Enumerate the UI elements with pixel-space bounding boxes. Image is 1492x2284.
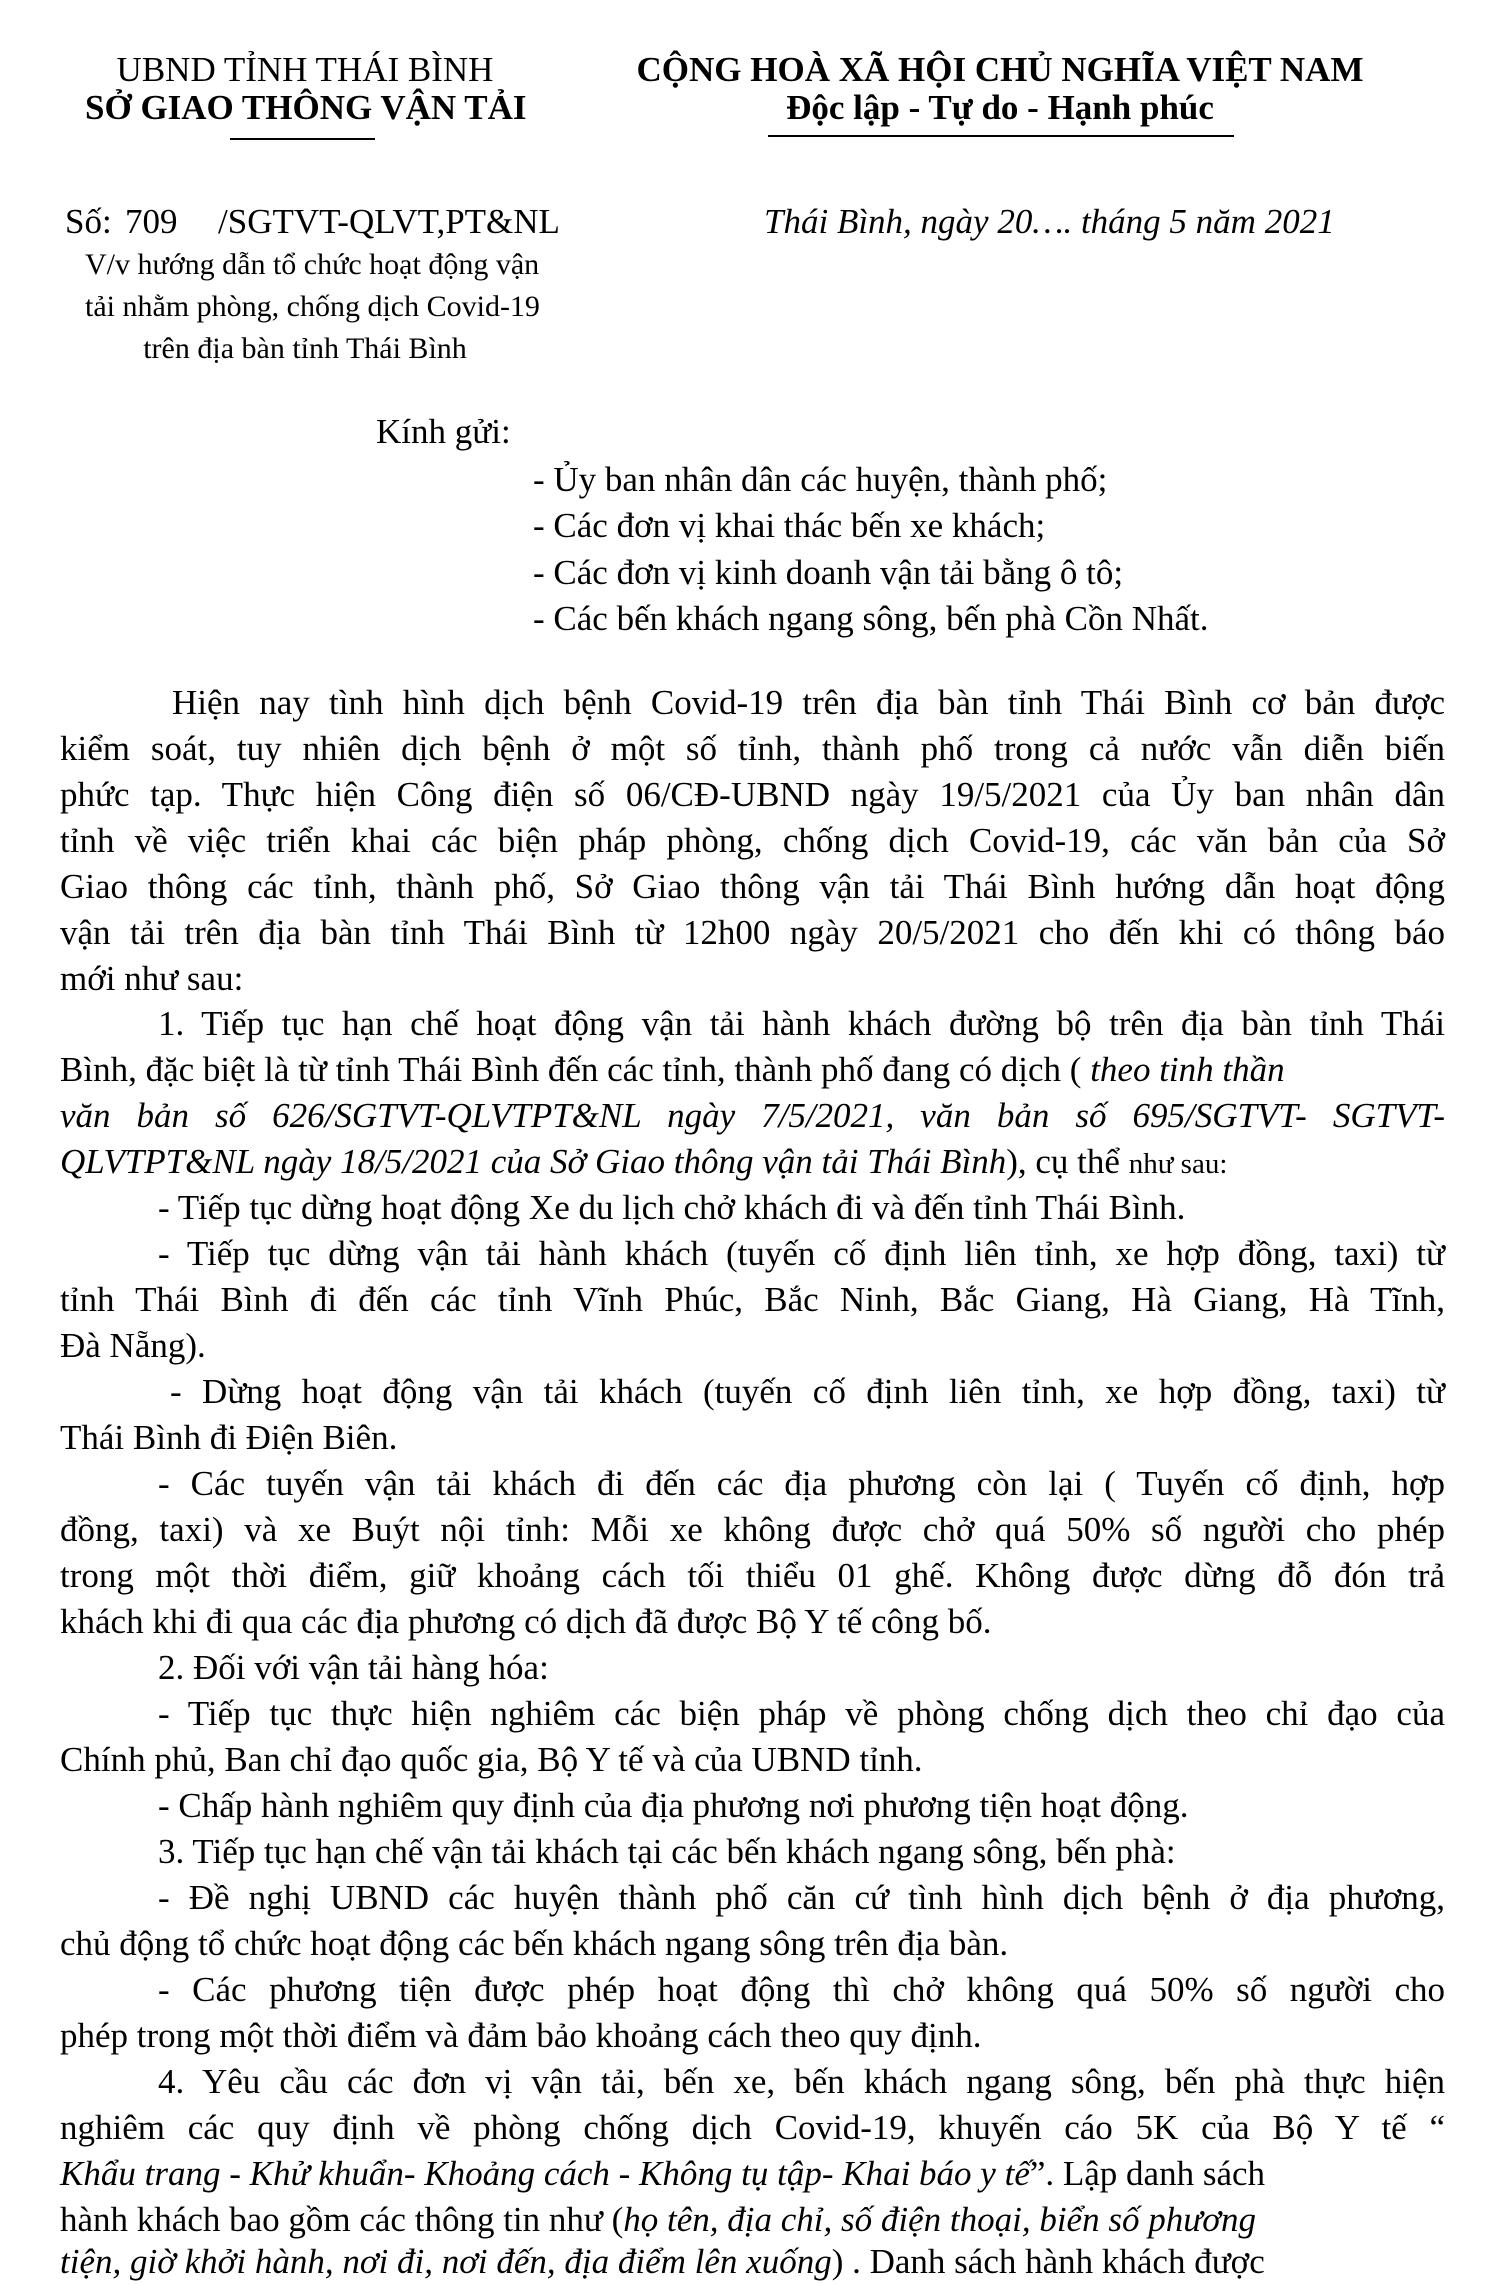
section-1-item: Thái Bình đi Điện Biên. — [60, 1418, 398, 1457]
section-3-line: - Đề nghị UBND các huyện thành phố căn cứ tình hình dịch bệnh ở địa phương, — [158, 1878, 1445, 1917]
section-1-line — [60, 1140, 1227, 1186]
intro-line: kiểm soát, tuy nhiên dịch bệnh ở một số tỉnh, thành phố trong cả nước vẫn diễn biến — [60, 729, 1445, 768]
recipient-item: - Các bến khách ngang sông, bến phà Cồn Nhất. — [533, 599, 1209, 638]
section-4-5k: Khẩu trang - Khử khuẩn- Khoảng cách - Không tụ tập- Khai báo y tế — [60, 2154, 1030, 2193]
section-1-item: tỉnh Thái Bình đi đến các tỉnh Vĩnh Phúc, Bắc Ninh, Bắc Giang, Hà Giang, Hà Tĩnh, — [60, 1280, 1445, 1319]
section-1-item: trong một thời điểm, giữ khoảng cách tối thiểu 01 ghế. Không được dừng đỗ đón trả — [60, 1556, 1445, 1595]
recipient-item: - Ủy ban nhân dân các huyện, thành phố; — [533, 460, 1108, 499]
section-2-line: - Tiếp tục thực hiện nghiêm các biện pháp về phòng chống dịch theo chỉ đạo của — [158, 1694, 1445, 1733]
section-2-line: Chính phủ, Ban chỉ đạo quốc gia, Bộ Y tế và của UBND tỉnh. — [60, 1740, 923, 1779]
section-4-line — [60, 2240, 1265, 2284]
country-name: CỘNG HOÀ XÃ HỘI CHỦ NGHĨA VIỆT NAM — [636, 50, 1364, 89]
section-1-tail-small: như sau: — [1128, 1148, 1228, 1180]
motto: Độc lập - Tự do - Hạnh phúc — [786, 88, 1214, 127]
section-4-line: nghiêm các quy định về phòng chống dịch Covid-19, khuyến cáo 5K của Bộ Y tế “ — [60, 2108, 1445, 2147]
section-2-heading: 2. Đối với vận tải hàng hóa: — [158, 1648, 549, 1687]
agency-underline — [230, 138, 375, 140]
section-3-line: chủ động tổ chức hoạt động các bến khách ngang sông trên địa bàn. — [60, 1924, 1009, 1963]
section-4-tail: ”. Lập danh sách — [1029, 2154, 1266, 2193]
section-1-ref: theo tinh thần — [1090, 1050, 1285, 1089]
doc-number-label: Số: — [65, 202, 112, 241]
section-1-item: Đà Nẵng). — [60, 1326, 206, 1365]
section-4-line — [60, 2198, 1256, 2242]
recipient-item: - Các đơn vị kinh doanh vận tải bằng ô tô; — [533, 553, 1124, 592]
doc-code: /SGTVT-QLVT,PT&NL — [218, 202, 560, 241]
section-1-item: - Các tuyến vận tải khách đi đến các địa phương còn lại ( Tuyến cố định, hợp — [158, 1464, 1445, 1503]
section-1-text: Bình, đặc biệt là từ tỉnh Thái Bình đến các tỉnh, thành phố đang có dịch ( — [60, 1050, 1082, 1089]
doc-number: 709 — [125, 202, 178, 241]
subject-line: trên địa bàn tỉnh Thái Bình — [143, 332, 467, 365]
intro-line: Hiện nay tình hình dịch bệnh Covid-19 trên địa bàn tỉnh Thái Bình cơ bản được — [172, 683, 1445, 722]
subject-line: V/v hướng dẫn tổ chức hoạt động vận — [85, 248, 540, 281]
section-1-item: - Tiếp tục dừng vận tải hành khách (tuyến cố định liên tỉnh, xe hợp đồng, taxi) từ — [158, 1234, 1445, 1273]
agency-name: SỞ GIAO THÔNG VẬN TẢI — [85, 88, 527, 127]
subject-line: tải nhằm phòng, chống dịch Covid-19 — [85, 290, 540, 323]
recipient-item: - Các đơn vị khai thác bến xe khách; — [533, 506, 1046, 545]
section-4-fields: họ tên, địa chỉ, số điện thoại, biển số phương — [623, 2200, 1256, 2239]
intro-line: phức tạp. Thực hiện Công điện số 06/CĐ-UBND ngày 19/5/2021 của Ủy ban nhân dân — [60, 775, 1445, 814]
intro-line: tỉnh về việc triển khai các biện pháp phòng, chống dịch Covid-19, các văn bản của Sở — [60, 821, 1445, 860]
agency-parent: UBND TỈNH THÁI BÌNH — [116, 50, 494, 89]
section-4-line: 4. Yêu cầu các đơn vị vận tải, bến xe, bến khách ngang sông, bến phà thực hiện — [158, 2062, 1445, 2101]
section-3-line: - Các phương tiện được phép hoạt động thì chở không quá 50% số người cho — [158, 1970, 1445, 2009]
section-1-tail: ), cụ thể — [1006, 1142, 1120, 1181]
recipients-label: Kính gửi: — [376, 412, 511, 451]
section-3-heading: 3. Tiếp tục hạn chế vận tải khách tại các bến khách ngang sông, bến phà: — [158, 1832, 1176, 1871]
section-4-text: hành khách bao gồm các thông tin như ( — [60, 2200, 624, 2239]
intro-line: Giao thông các tỉnh, thành phố, Sở Giao thông vận tải Thái Bình hướng dẫn hoạt động — [60, 867, 1445, 906]
intro-line: mới như sau: — [60, 959, 244, 998]
section-1-item: đồng, taxi) và xe Buýt nội tỉnh: Mỗi xe không được chở quá 50% số người cho phép — [60, 1510, 1445, 1549]
motto-underline — [768, 135, 1234, 137]
section-1-line — [60, 1048, 1285, 1092]
section-1-item: khách khi đi qua các địa phương có dịch đã được Bộ Y tế công bố. — [60, 1602, 992, 1641]
place-date: Thái Bình, ngày 20…. tháng 5 năm 2021 — [764, 202, 1335, 241]
section-4-fields: tiện, giờ khởi hành, nơi đi, nơi đến, địa điểm lên xuống — [60, 2242, 832, 2281]
section-1-line: 1. Tiếp tục hạn chế hoạt động vận tải hành khách đường bộ trên địa bàn tỉnh Thái — [158, 1004, 1445, 1043]
section-4-line — [60, 2152, 1265, 2196]
section-4-tail: ) . Danh sách hành khách được — [831, 2242, 1265, 2281]
section-2-line: - Chấp hành nghiêm quy định của địa phương nơi phương tiện hoạt động. — [158, 1786, 1189, 1825]
section-1-ref: QLVTPT&NL ngày 18/5/2021 của Sở Giao thông vận tải Thái Bình — [60, 1142, 1007, 1181]
section-1-ref-line: văn bản số 626/SGTVT-QLVTPT&NL ngày 7/5/2021, văn bản số 695/SGTVT- SGTVT- — [60, 1096, 1445, 1135]
section-3-line: phép trong một thời điểm và đảm bảo khoảng cách theo quy định. — [60, 2016, 982, 2055]
section-1-item: - Tiếp tục dừng hoạt động Xe du lịch chở khách đi và đến tỉnh Thái Bình. — [158, 1188, 1186, 1227]
intro-line: vận tải trên địa bàn tỉnh Thái Bình từ 12h00 ngày 20/5/2021 cho đến khi có thông báo — [60, 913, 1445, 952]
section-1-item: - Dừng hoạt động vận tải khách (tuyến cố định liên tỉnh, xe hợp đồng, taxi) từ — [170, 1372, 1445, 1411]
